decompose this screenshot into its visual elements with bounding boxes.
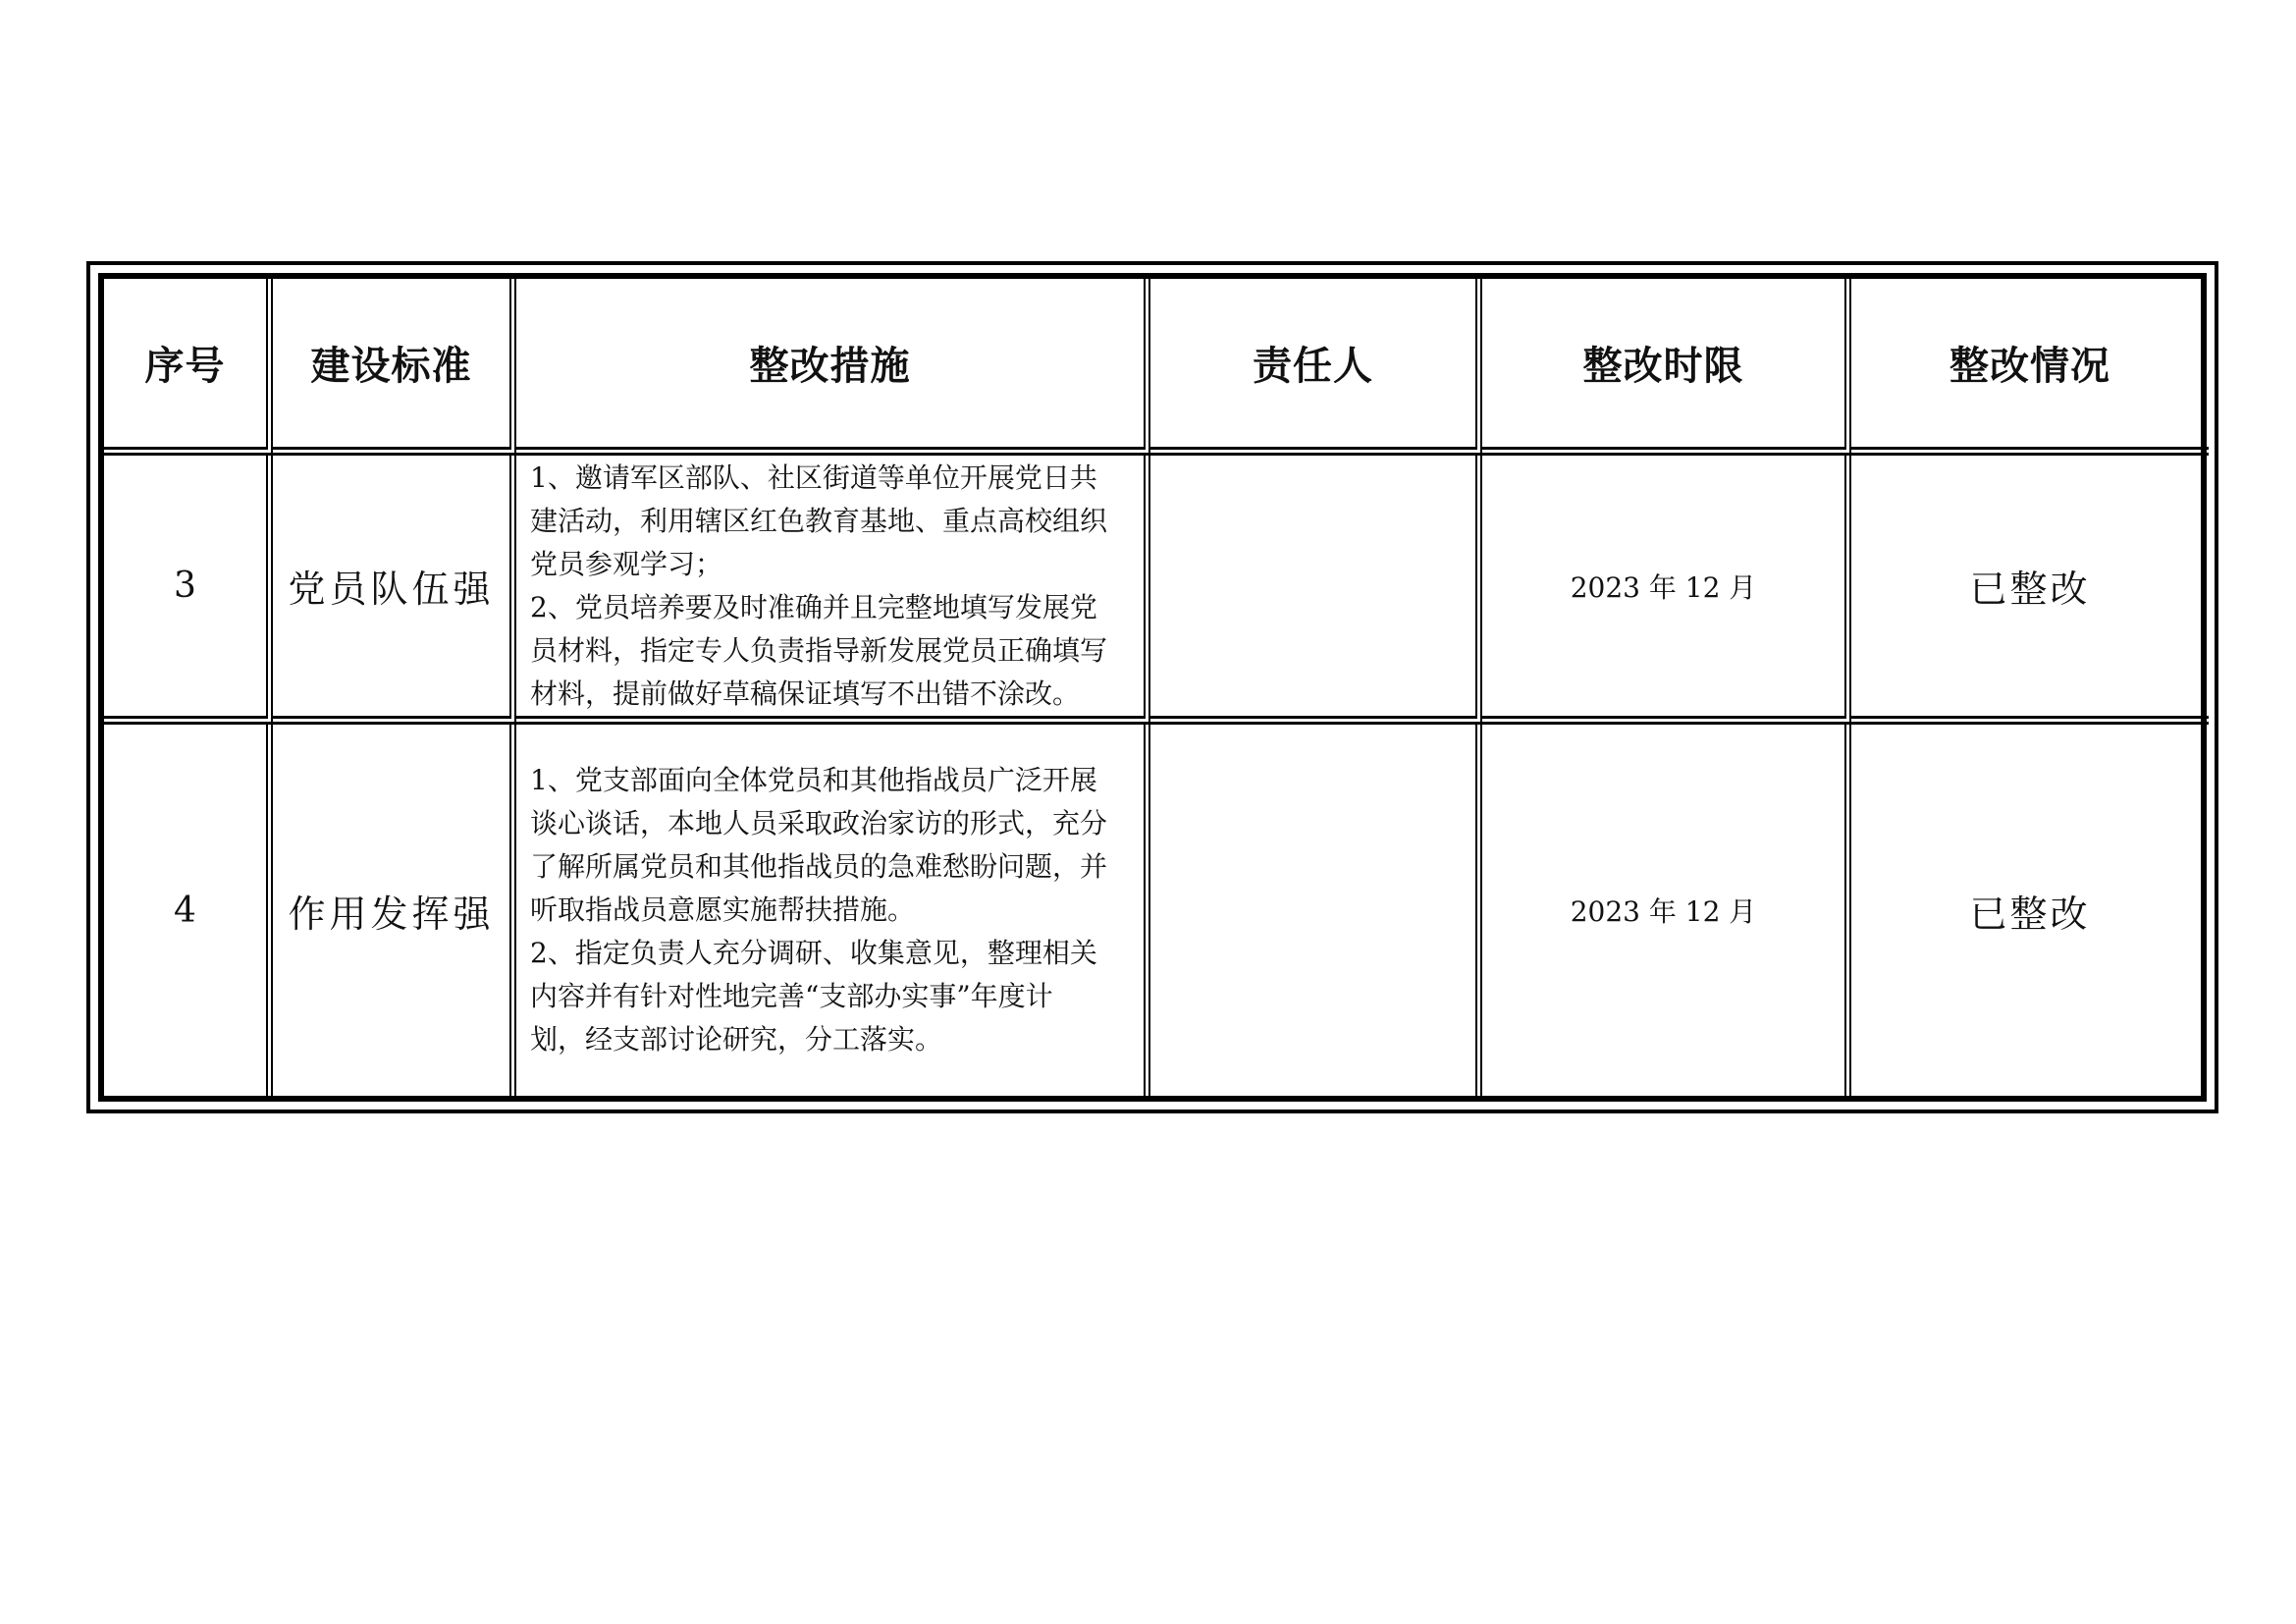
header-deadline: 整改时限 [1482,279,1851,456]
table-outer-frame [86,261,2218,1113]
row-no: 4 [104,725,273,1096]
measure-line: 2、党员培养要及时准确并且完整地填写发展党 [530,590,1097,623]
measure-line: 了解所属党员和其他指战员的急难愁盼问题，并 [530,850,1108,883]
measure-line: 员材料，指定专人负责指导新发展党员正确填写 [530,633,1108,667]
row-owner [1150,456,1482,725]
table-row [104,456,2209,725]
row-owner [1150,725,1482,1096]
row-standard: 党员队伍强 [273,456,516,725]
header-no: 序号 [104,279,273,456]
row-measures [516,456,1150,725]
measure-line: 建活动，利用辖区红色教育基地、重点高校组织 [530,504,1108,537]
measure-line: 内容并有针对性地完善“支部办实事”年度计 [530,980,1053,1012]
row-measures [516,725,1150,1096]
measure-line: 党员参观学习； [530,547,723,580]
row-status: 已整改 [1851,456,2209,725]
header-row [104,279,2209,456]
row-status: 已整改 [1969,892,2091,936]
measure-line: 2、指定负责人充分调研、收集意见，整理相关 [530,937,1097,969]
measure-line: 材料，提前做好草稿保证填写不出错不涂改。 [530,677,1081,710]
table-row [104,725,2209,1096]
row-no: 3 [104,456,273,725]
rectification-table [104,279,2209,1096]
measure-line: 1、邀请军区部队、社区街道等单位开展党日共 [530,460,1097,494]
measure-line: 谈心谈话，本地人员采取政治家访的形式，充分 [530,807,1108,839]
header-standard: 建设标准 [273,279,516,456]
measure-line: 划，经支部讨论研究，分工落实。 [530,1023,943,1056]
row-deadline: 2023 年 12 月 [1482,456,1851,725]
measure-line: 1、党支部面向全体党员和其他指战员广泛开展 [530,764,1097,796]
row-deadline: 2023 年 12 月 [1482,725,1851,1096]
measure-line: 听取指战员意愿实施帮扶措施。 [530,893,916,926]
header-measures: 整改措施 [516,279,1150,456]
table-inner-frame [98,273,2207,1102]
row-standard: 作用发挥强 [273,725,516,1096]
header-owner: 责任人 [1150,279,1482,456]
header-status: 整改情况 [1851,279,2209,456]
